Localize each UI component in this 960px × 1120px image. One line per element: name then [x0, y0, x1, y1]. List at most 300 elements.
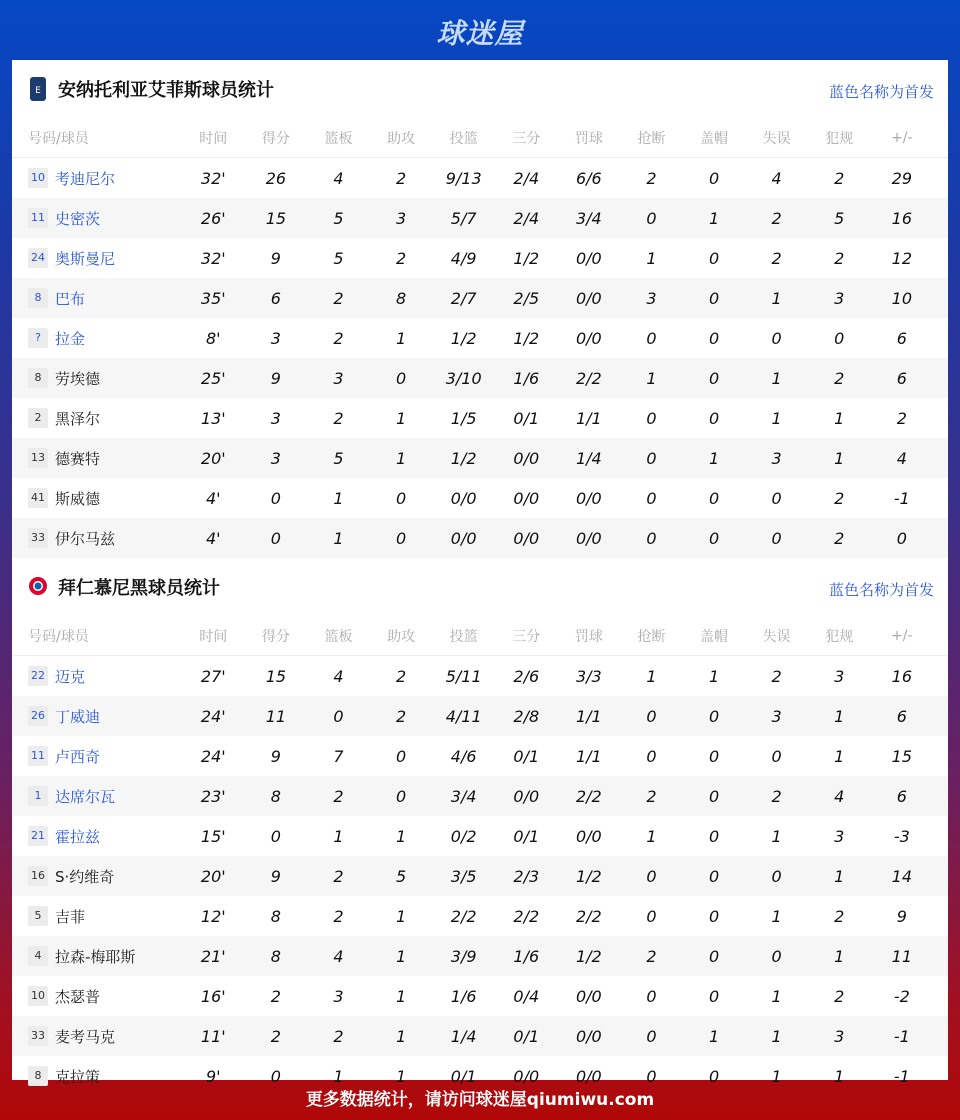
jersey-number: 8 — [28, 1066, 48, 1086]
stat-cell: 3 — [270, 328, 281, 348]
stat-cell: 0 — [646, 746, 657, 766]
stat-cell: 0/0 — [513, 786, 540, 806]
column-header: 抢断 — [637, 628, 666, 645]
stat-cell: 9 — [896, 906, 907, 926]
stat-cell: 1 — [834, 946, 845, 966]
stat-cell: 2 — [834, 528, 845, 548]
stat-cell: 1 — [646, 666, 657, 686]
stat-cell: 0 — [834, 328, 845, 348]
stat-cell: 2 — [771, 248, 782, 268]
column-header: 盖帽 — [700, 628, 729, 645]
stat-cell: 1 — [646, 248, 657, 268]
column-header: 抢断 — [637, 130, 666, 147]
player-name[interactable]: 史密茨 — [55, 209, 101, 228]
stat-cell: 1 — [834, 746, 845, 766]
stat-cell: 0 — [646, 866, 657, 886]
stat-cell: 1 — [771, 826, 782, 846]
jersey-number: 4 — [28, 946, 48, 966]
stat-cell: 2/5 — [513, 288, 540, 308]
stat-cell: 3 — [834, 826, 845, 846]
stat-cell: 0 — [708, 168, 720, 188]
stat-cell: 0 — [896, 528, 907, 548]
player-name[interactable]: 吉菲 — [55, 907, 86, 926]
table-row[interactable] — [12, 198, 948, 238]
stat-cell: 2/3 — [513, 866, 540, 886]
stat-cell: 2 — [333, 786, 344, 806]
stat-cell: 3/5 — [450, 866, 477, 886]
jersey-number: 2 — [28, 408, 48, 428]
stat-cell: 1 — [834, 408, 845, 428]
stat-cell: 6 — [896, 368, 907, 388]
stat-cell: 15 — [265, 208, 287, 228]
column-header: 三分 — [512, 628, 541, 645]
stat-cell: 0 — [646, 1066, 657, 1086]
stat-cell: 0/1 — [513, 1026, 540, 1046]
player-name[interactable]: 达席尔瓦 — [55, 787, 116, 806]
stat-cell: 4 — [333, 666, 344, 686]
stat-cell: 0 — [708, 986, 720, 1006]
stat-cell: 3 — [771, 448, 782, 468]
stat-cell: 1/1 — [575, 706, 602, 726]
player-name[interactable]: 伊尔马兹 — [55, 529, 116, 548]
stat-cell: 2 — [646, 168, 657, 188]
stat-cell: 0 — [708, 248, 720, 268]
player-name[interactable]: 麦考马克 — [55, 1027, 116, 1046]
stat-cell: 13' — [200, 408, 226, 428]
column-header: +/- — [891, 627, 913, 644]
stat-cell: 2 — [771, 208, 782, 228]
table-row[interactable] — [12, 278, 948, 318]
stat-cell: 26 — [265, 168, 287, 188]
stat-cell: 2/7 — [450, 288, 477, 308]
column-header: +/- — [891, 129, 913, 146]
stat-cell: 0 — [708, 866, 720, 886]
table-row[interactable] — [12, 976, 948, 1016]
jersey-number: 8 — [28, 368, 48, 388]
stat-cell: 0 — [771, 746, 782, 766]
stat-cell: 5 — [834, 208, 845, 228]
stat-cell: 0 — [708, 488, 720, 508]
stat-cell: 2 — [395, 168, 407, 188]
stat-cell: 5/7 — [450, 208, 477, 228]
team-title: 拜仁慕尼黑球员统计 — [58, 578, 220, 599]
stat-cell: 15 — [265, 666, 287, 686]
stat-cell: 8 — [270, 946, 281, 966]
stat-cell: 2 — [771, 666, 782, 686]
stat-cell: 24' — [200, 746, 226, 766]
player-name[interactable]: 奥斯曼尼 — [55, 249, 116, 268]
player-name[interactable]: 迈克 — [55, 667, 86, 686]
stat-cell: 8' — [206, 328, 221, 348]
stat-cell: 1/2 — [450, 328, 477, 348]
stat-cell: 1 — [834, 706, 845, 726]
stat-cell: 1/6 — [513, 946, 540, 966]
stat-cell: 20' — [200, 448, 226, 468]
stat-cell: 35' — [200, 288, 226, 308]
table-row[interactable] — [12, 158, 948, 198]
stat-cell: 0 — [646, 208, 657, 228]
player-name[interactable]: 德赛特 — [55, 449, 101, 468]
stat-cell: 1 — [771, 986, 782, 1006]
table-row[interactable] — [12, 656, 948, 696]
table-row[interactable] — [12, 856, 948, 896]
stat-cell: 3/4 — [450, 786, 477, 806]
table-row[interactable] — [12, 936, 948, 976]
stat-cell: 32' — [200, 168, 226, 188]
table-row[interactable] — [12, 478, 948, 518]
team-title: 安纳托利亚艾菲斯球员统计 — [58, 80, 274, 101]
stat-cell: -1 — [893, 1066, 910, 1086]
stat-cell: 0 — [333, 706, 344, 726]
stat-cell: 20' — [200, 866, 226, 886]
stat-cell: 0 — [395, 746, 407, 766]
stat-cell: 0 — [646, 488, 657, 508]
stat-cell: 14 — [891, 866, 912, 886]
stat-cell: 0 — [708, 368, 720, 388]
jersey-number: 11 — [28, 746, 48, 766]
column-header: 犯规 — [825, 628, 854, 645]
table-row[interactable] — [12, 776, 948, 816]
table-row[interactable] — [12, 238, 948, 278]
table-row[interactable] — [12, 438, 948, 478]
stat-cell: 0 — [395, 488, 407, 508]
stat-cell: 0 — [771, 328, 782, 348]
stat-cell: 0/0 — [575, 248, 602, 268]
stat-cell: 0 — [395, 528, 407, 548]
stat-cell: 0/0 — [575, 1066, 602, 1086]
player-name[interactable]: 杰瑟普 — [55, 987, 101, 1006]
stat-cell: 1 — [646, 826, 657, 846]
stat-cell: 0/0 — [575, 826, 602, 846]
stat-cell: 1 — [395, 328, 407, 348]
stat-cell: 1/2 — [575, 946, 602, 966]
stat-cell: 1 — [708, 448, 720, 468]
stat-cell: 25' — [200, 368, 226, 388]
stat-cell: 2 — [834, 168, 845, 188]
jersey-number: 22 — [28, 666, 48, 686]
stat-cell: -1 — [893, 1026, 910, 1046]
stat-cell: 2/2 — [575, 368, 602, 388]
stat-cell: 0 — [708, 706, 720, 726]
stat-cell: 0 — [270, 826, 281, 846]
column-header: 投篮 — [449, 130, 478, 147]
stat-cell: 3 — [395, 208, 407, 228]
table-row[interactable] — [12, 896, 948, 936]
stat-cell: 2 — [896, 408, 907, 428]
stat-cell: 9' — [206, 1066, 221, 1086]
column-header: 盖帽 — [700, 130, 729, 147]
stat-cell: 0 — [646, 706, 657, 726]
stat-cell: 1/2 — [513, 248, 540, 268]
stat-cell: 2 — [834, 248, 845, 268]
stat-cell: -2 — [893, 986, 910, 1006]
stat-cell: 11 — [891, 946, 912, 966]
stat-cell: 1/4 — [450, 1026, 477, 1046]
stat-cell: 1/5 — [450, 408, 477, 428]
stat-cell: 2/2 — [575, 786, 602, 806]
column-header: 号码/球员 — [28, 130, 89, 147]
stat-cell: 2 — [834, 368, 845, 388]
starter-legend: 蓝色名称为首发 — [828, 83, 934, 101]
stat-cell: 0 — [708, 328, 720, 348]
jersey-number: 10 — [28, 986, 48, 1006]
stat-cell: 4 — [333, 168, 344, 188]
column-header: 投篮 — [449, 628, 478, 645]
stat-cell: 8 — [270, 786, 281, 806]
stat-cell: 1 — [333, 826, 344, 846]
column-header: 得分 — [261, 130, 290, 147]
stat-cell: 0/0 — [450, 488, 477, 508]
player-name[interactable]: 斯威德 — [55, 489, 101, 508]
stat-cell: 1/6 — [513, 368, 540, 388]
stat-cell: 0/0 — [575, 328, 602, 348]
stat-cell: 9 — [270, 746, 281, 766]
stat-cell: 2 — [333, 1026, 344, 1046]
stat-cell: 6 — [896, 328, 907, 348]
stat-cell: 2 — [395, 706, 407, 726]
stat-cell: 1 — [333, 488, 344, 508]
player-name[interactable]: 克拉策 — [55, 1067, 101, 1086]
jersey-number: 33 — [28, 528, 48, 548]
stat-cell: 0 — [270, 488, 281, 508]
stat-cell: 0/0 — [450, 528, 477, 548]
stat-cell: 16 — [891, 666, 912, 686]
stat-cell: 2/4 — [513, 168, 540, 188]
stat-cell: 6 — [270, 288, 281, 308]
player-name[interactable]: 拉森-梅耶斯 — [55, 947, 136, 966]
jersey-number: 41 — [28, 488, 48, 508]
stat-cell: 0/1 — [513, 826, 540, 846]
stat-cell: 0 — [771, 946, 782, 966]
stat-cell: 9/13 — [445, 168, 482, 188]
stat-cell: 5/11 — [445, 666, 482, 686]
stat-cell: 2/2 — [575, 906, 602, 926]
stat-cell: 2 — [395, 666, 407, 686]
stat-cell: 4/9 — [450, 248, 477, 268]
stat-cell: 3/10 — [445, 368, 482, 388]
stat-cell: 0 — [708, 826, 720, 846]
stat-cell: 32' — [200, 248, 226, 268]
stat-cell: 3/9 — [450, 946, 477, 966]
stat-cell: 0 — [646, 408, 657, 428]
svg-text:E: E — [35, 86, 41, 96]
stat-cell: 2 — [395, 248, 407, 268]
stat-cell: 0 — [708, 1066, 720, 1086]
stat-cell: 0 — [646, 1026, 657, 1046]
stat-cell: 1/6 — [450, 986, 477, 1006]
stat-cell: 15' — [200, 826, 226, 846]
stat-cell: -3 — [893, 826, 910, 846]
column-header: 罚球 — [574, 628, 603, 645]
stat-cell: 2 — [333, 288, 344, 308]
stat-cell: 3/4 — [575, 208, 602, 228]
stat-cell: 6 — [896, 786, 907, 806]
stat-cell: 4 — [896, 448, 907, 468]
table-row[interactable] — [12, 696, 948, 736]
stat-cell: 3 — [270, 408, 281, 428]
stat-cell: 16' — [200, 986, 226, 1006]
stat-cell: 1 — [771, 408, 782, 428]
stat-cell: 7 — [333, 746, 344, 766]
stat-cell: 5 — [395, 866, 407, 886]
stat-cell: 2/2 — [513, 906, 540, 926]
column-header: 得分 — [261, 628, 290, 645]
stat-cell: 0 — [646, 528, 657, 548]
stat-cell: 0 — [646, 448, 657, 468]
player-name[interactable]: 巴布 — [55, 289, 86, 308]
column-header: 篮板 — [324, 628, 353, 645]
stat-cell: 27' — [200, 666, 226, 686]
stat-cell: 1 — [708, 1026, 720, 1046]
stat-cell: 1 — [834, 448, 845, 468]
column-header: 犯规 — [825, 130, 854, 147]
table-row[interactable] — [12, 398, 948, 438]
stat-cell: 0/2 — [450, 826, 477, 846]
jersey-number: 5 — [28, 906, 48, 926]
column-header: 三分 — [512, 130, 541, 147]
stat-cell: 2/8 — [513, 706, 540, 726]
stat-cell: 2 — [333, 408, 344, 428]
table-row[interactable] — [12, 736, 948, 776]
stat-cell: 2/2 — [450, 906, 477, 926]
column-header: 助攻 — [387, 628, 416, 645]
stat-cell: 6 — [896, 706, 907, 726]
jersey-number: 21 — [28, 826, 48, 846]
column-header: 时间 — [199, 130, 228, 147]
stat-cell: 3 — [270, 448, 281, 468]
stat-cell: 9 — [270, 248, 281, 268]
stat-cell: 1/1 — [575, 746, 602, 766]
column-header: 失误 — [762, 130, 791, 147]
jersey-number: 13 — [28, 448, 48, 468]
stat-cell: 3 — [834, 1026, 845, 1046]
stat-cell: 4 — [771, 168, 782, 188]
player-name[interactable]: 黑泽尔 — [55, 409, 101, 428]
column-header: 时间 — [199, 628, 228, 645]
stat-cell: 4' — [206, 488, 221, 508]
stat-cell: 24' — [200, 706, 226, 726]
stat-cell: 12 — [891, 248, 912, 268]
table-row[interactable] — [12, 358, 948, 398]
player-name[interactable]: 劳埃德 — [55, 369, 101, 388]
stat-cell: 5 — [333, 208, 344, 228]
stat-cell: 3 — [333, 368, 344, 388]
stat-cell: 0/0 — [513, 1066, 540, 1086]
stat-cell: 1/4 — [575, 448, 602, 468]
anadolu-efes-logo-icon — [28, 77, 48, 101]
player-name[interactable]: 考迪尼尔 — [55, 169, 116, 188]
table-row[interactable] — [12, 816, 948, 856]
player-name[interactable]: 拉金 — [55, 329, 86, 348]
stat-cell: 1 — [834, 866, 845, 886]
stat-cell: 3/3 — [575, 666, 602, 686]
stat-cell: 3 — [771, 706, 782, 726]
jersey-number: 16 — [28, 866, 48, 886]
stat-cell: 1 — [771, 1026, 782, 1046]
stat-cell: 2 — [333, 906, 344, 926]
stat-cell: 1 — [708, 666, 720, 686]
table-row[interactable] — [12, 1016, 948, 1056]
stat-cell: 0 — [771, 488, 782, 508]
stat-cell: 12' — [200, 906, 226, 926]
stat-cell: 1 — [646, 368, 657, 388]
stat-cell: 8 — [395, 288, 407, 308]
stat-cell: 3 — [333, 986, 344, 1006]
stat-cell: 0/0 — [575, 528, 602, 548]
stat-cell: 0/4 — [513, 986, 540, 1006]
stat-cell: 0 — [708, 528, 720, 548]
stat-cell: 0 — [771, 528, 782, 548]
stat-cell: 10 — [891, 288, 912, 308]
player-name[interactable]: 丁威迪 — [55, 707, 101, 726]
stat-cell: 3 — [834, 666, 845, 686]
stat-cell: 3 — [834, 288, 845, 308]
stat-cell: 0/1 — [450, 1066, 477, 1086]
stat-cell: 3 — [646, 288, 657, 308]
stat-cell: 0 — [395, 368, 407, 388]
stat-cell: 21' — [200, 946, 226, 966]
jersey-number: 11 — [28, 208, 48, 228]
stat-cell: 2 — [834, 488, 845, 508]
stat-cell: 1/2 — [513, 328, 540, 348]
table-row[interactable] — [12, 318, 948, 358]
stat-cell: 0/0 — [575, 288, 602, 308]
stat-cell: 26' — [200, 208, 226, 228]
jersey-number: 24 — [28, 248, 48, 268]
stat-cell: 9 — [270, 866, 281, 886]
stat-cell: 1 — [771, 1066, 782, 1086]
stat-cell: 0 — [708, 906, 720, 926]
stat-cell: 2 — [834, 906, 845, 926]
column-header: 罚球 — [574, 130, 603, 147]
brand-logo: 球迷屋 — [436, 17, 524, 50]
jersey-number: 1 — [28, 786, 48, 806]
stat-cell: 0 — [708, 408, 720, 428]
stat-cell: 2 — [646, 786, 657, 806]
stat-cell: 1 — [395, 1066, 407, 1086]
stat-cell: 0 — [708, 288, 720, 308]
player-name[interactable]: S·约维奇 — [55, 867, 115, 886]
table-header — [12, 118, 948, 158]
stat-cell: 1 — [395, 946, 407, 966]
jersey-number: 10 — [28, 168, 48, 188]
stat-cell: 5 — [333, 448, 344, 468]
jersey-number: 26 — [28, 706, 48, 726]
stat-cell: 11' — [200, 1026, 226, 1046]
player-name[interactable]: 卢西奇 — [55, 747, 101, 766]
column-header: 号码/球员 — [28, 628, 89, 645]
stat-cell: 1 — [771, 368, 782, 388]
stat-cell: 0/0 — [575, 1026, 602, 1046]
stat-cell: 1 — [395, 906, 407, 926]
stat-cell: 1 — [395, 408, 407, 428]
stat-cell: 15 — [891, 746, 912, 766]
stats-card — [12, 60, 948, 1086]
table-row[interactable] — [12, 518, 948, 558]
stat-cell: 8 — [270, 906, 281, 926]
stat-cell: 0 — [708, 946, 720, 966]
stat-cell: 1 — [333, 528, 344, 548]
player-name[interactable]: 霍拉兹 — [55, 827, 101, 846]
stat-cell: 4 — [333, 946, 344, 966]
stat-cell: 1 — [771, 906, 782, 926]
stat-cell: 9 — [270, 368, 281, 388]
stat-cell: 2 — [270, 1026, 281, 1046]
stat-cell: 1 — [395, 1026, 407, 1046]
stat-cell: 0 — [270, 528, 281, 548]
stat-cell: -1 — [893, 488, 910, 508]
bayern-munich-logo-icon — [28, 575, 48, 599]
